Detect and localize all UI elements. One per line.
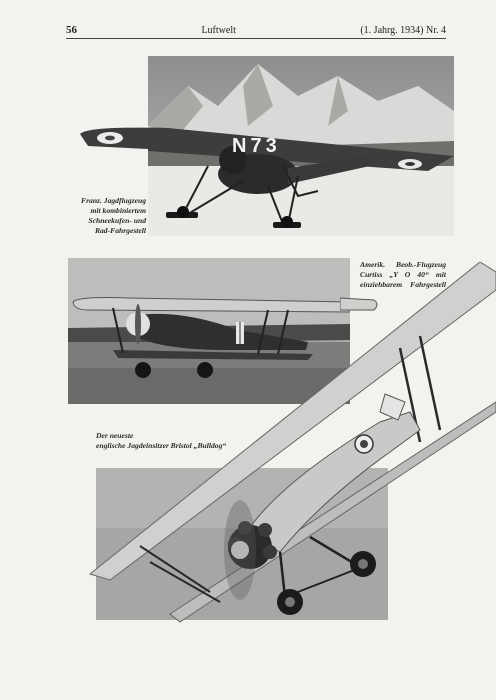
french-fighter-wing-overhang xyxy=(78,124,168,164)
caption-line: Rad-Fahrgestell xyxy=(94,226,146,235)
french-wing-marking: N73 xyxy=(232,135,281,157)
page-header xyxy=(66,22,446,39)
bristol-bulldog-aircraft xyxy=(80,262,496,642)
caption-french-fighter xyxy=(58,196,146,236)
caption-line: Der neueste xyxy=(96,431,134,440)
page-number: 56 xyxy=(66,24,77,36)
caption-line: einziehbarem Fahrgestell xyxy=(360,280,446,289)
photo-french-fighter xyxy=(148,56,454,236)
caption-line: Franz. Jagdflugzeug xyxy=(81,196,146,205)
caption-line: Amerik. Beob.-Flugzeug xyxy=(360,260,446,269)
caption-line: englische Jagdeinsitzer Bristol „Bulldog“ xyxy=(96,441,227,450)
french-fighter-image xyxy=(148,56,454,236)
caption-line: Schneekufen- und xyxy=(88,216,146,225)
caption-line: mit kombiniertem xyxy=(90,206,146,215)
journal-title: Luftwelt xyxy=(201,24,236,36)
issue-info: (1. Jahrg. 1934) Nr. 4 xyxy=(360,24,446,36)
caption-line: Curtiss „Y O 40“ mit xyxy=(360,270,446,279)
